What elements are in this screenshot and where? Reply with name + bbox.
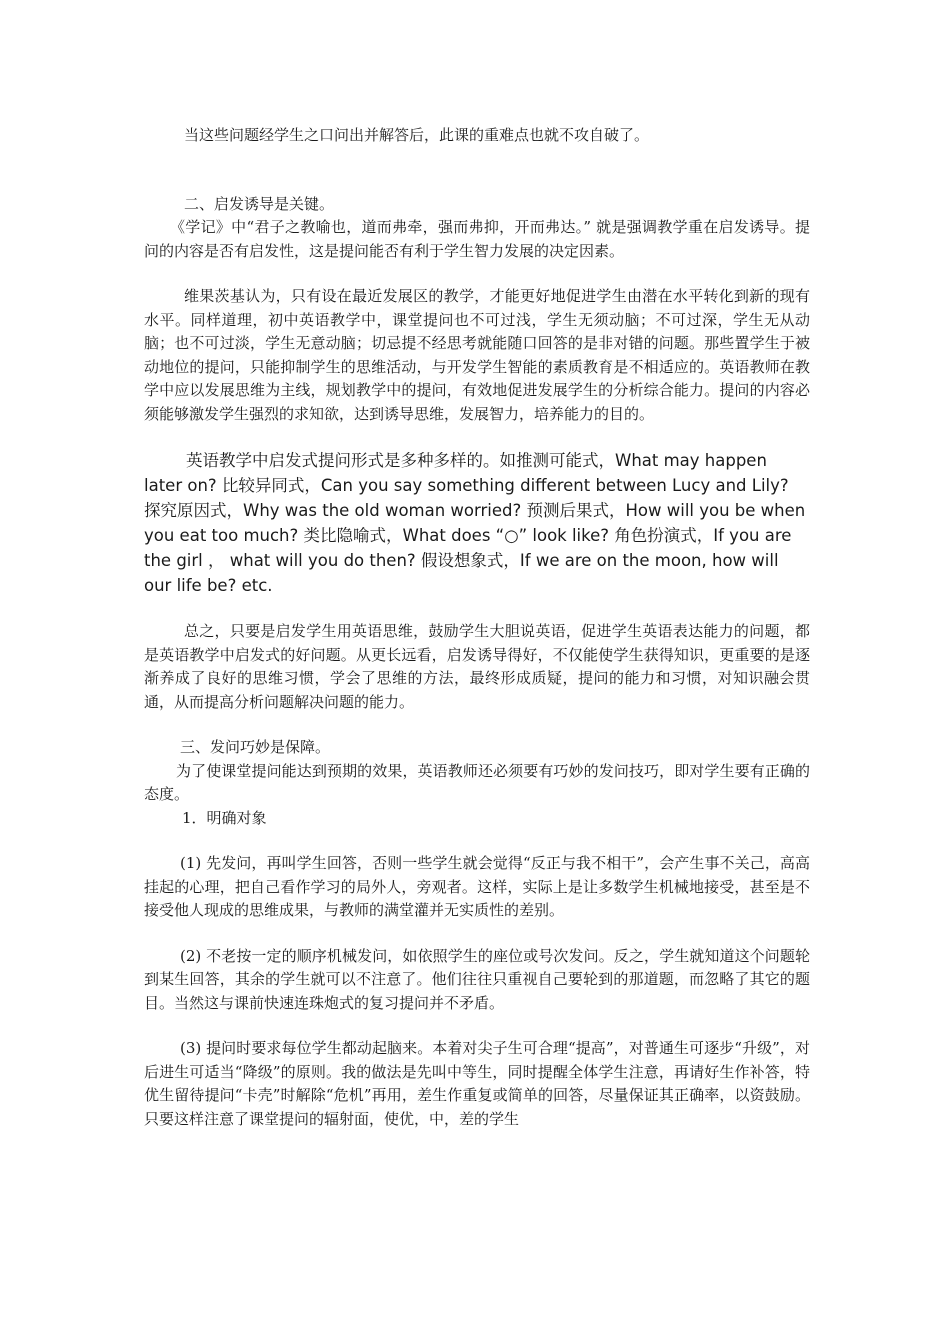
- list-item-3: (3) 提问时要求每位学生都动起脑来。本着对尖子生可合理“提高”，对普通生可逐步“升级”，对后进生可适当“降级”的原则。我的做法是先叫中等生，同时提醒全体学生注意，再请好生作补答，特优生留待提问“卡壳”时解除“危机”再用，差生作重复或简单的回答，尽量保证其正确率，以资鼓励。只要这样注意了课堂提问的辐射面，使优，中，差的学生: [144, 1039, 810, 1128]
- paragraph-question-forms: 英语教学中启发式提问形式是多种多样的。如推测可能式，What may happen later on? 比较异同式，Can you say something different between Lucy and Lily? 探究原因式，Why was the old woman worried? 预测后果式，How will you be when you eat too much? 类比隐喻式，What does “○” look like? 角色扮演式，If you are the girl ， what will you do then? 假设想象式，If we are on the moon, how will our life be? etc.: [144, 451, 806, 595]
- paragraph-summary: 总之，只要是启发学生用英语思维，鼓励学生大胆说英语，促进学生英语表达能力的问题，都是英语教学中启发式的好问题。从更长远看，启发诱导得好，不仅能使学生获得知识，更重要的是逐渐养成了良好的思维习惯，学会了思维的方法，最终形成质疑，提问的能力和习惯，对知识融会贯通，从而提高分析问题解决问题的能力。: [144, 622, 810, 711]
- subheading-clear-target: 1．明确对象: [182, 808, 267, 827]
- paragraph-conclusion-previous: 当这些问题经学生之口问出并解答后，此课的重难点也就不攻自破了。: [184, 126, 650, 144]
- paragraph-xueji-quote: 《学记》中“君子之教喻也，道而弗牵，强而弗抑，开而弗达。” 就是强调教学重在启发诱导。提问的内容是否有启发性，这是提问能否有利于学生智力发展的决定因素。: [144, 218, 810, 260]
- paragraph-vygotsky: 维果茨基认为，只有设在最近发展区的教学，才能更好地促进学生由潜在水平转化到新的现有水平。同样道理，初中英语教学中，课堂提问也不可过浅，学生无须动脑；不可过深，学生无从动脑；也不可过淡，学生无意动脑；切忌提不经思考就能随口回答的是非对错的问题。那些置学生于被动地位的提问，只能抑制学生的思维活动，与开发学生智能的素质教育是不相适应的。英语教师在教学中应以发展思维为主线，规划教学中的提问，有效地促进发展学生的分析综合能力。提问的内容必须能够激发学生强烈的求知欲，达到诱导思维，发展智力，培养能力的目的。: [144, 287, 810, 423]
- document-body: [144, 124, 810, 1131]
- list-item-1: (1) 先发问，再叫学生回答，否则一些学生就会觉得“反正与我不相干”，会产生事不关己，高高挂起的心理，把自己看作学习的局外人，旁观者。这样，实际上是让多数学生机械地接受，甚至是不接受他人现成的思维成果，与教师的满堂灌并无实质性的差别。: [144, 854, 810, 919]
- list-item-2: (2) 不老按一定的顺序机械发问，如依照学生的座位或号次发问。反之，学生就知道这个问题轮到某生回答，其余的学生就可以不注意了。他们往往只重视自己要轮到的那道题，而忽略了其它的题目。当然这与课前快速连珠炮式的复习提问并不矛盾。: [144, 946, 810, 1012]
- section-heading-3: 三、发问巧妙是保障。: [180, 738, 331, 756]
- section-heading-2: 二、启发诱导是关键。: [184, 194, 335, 213]
- paragraph-questioning-skill: 为了使课堂提问能达到预期的效果，英语教师还必须要有巧妙的发问技巧，即对学生要有正确的态度。: [144, 761, 810, 803]
